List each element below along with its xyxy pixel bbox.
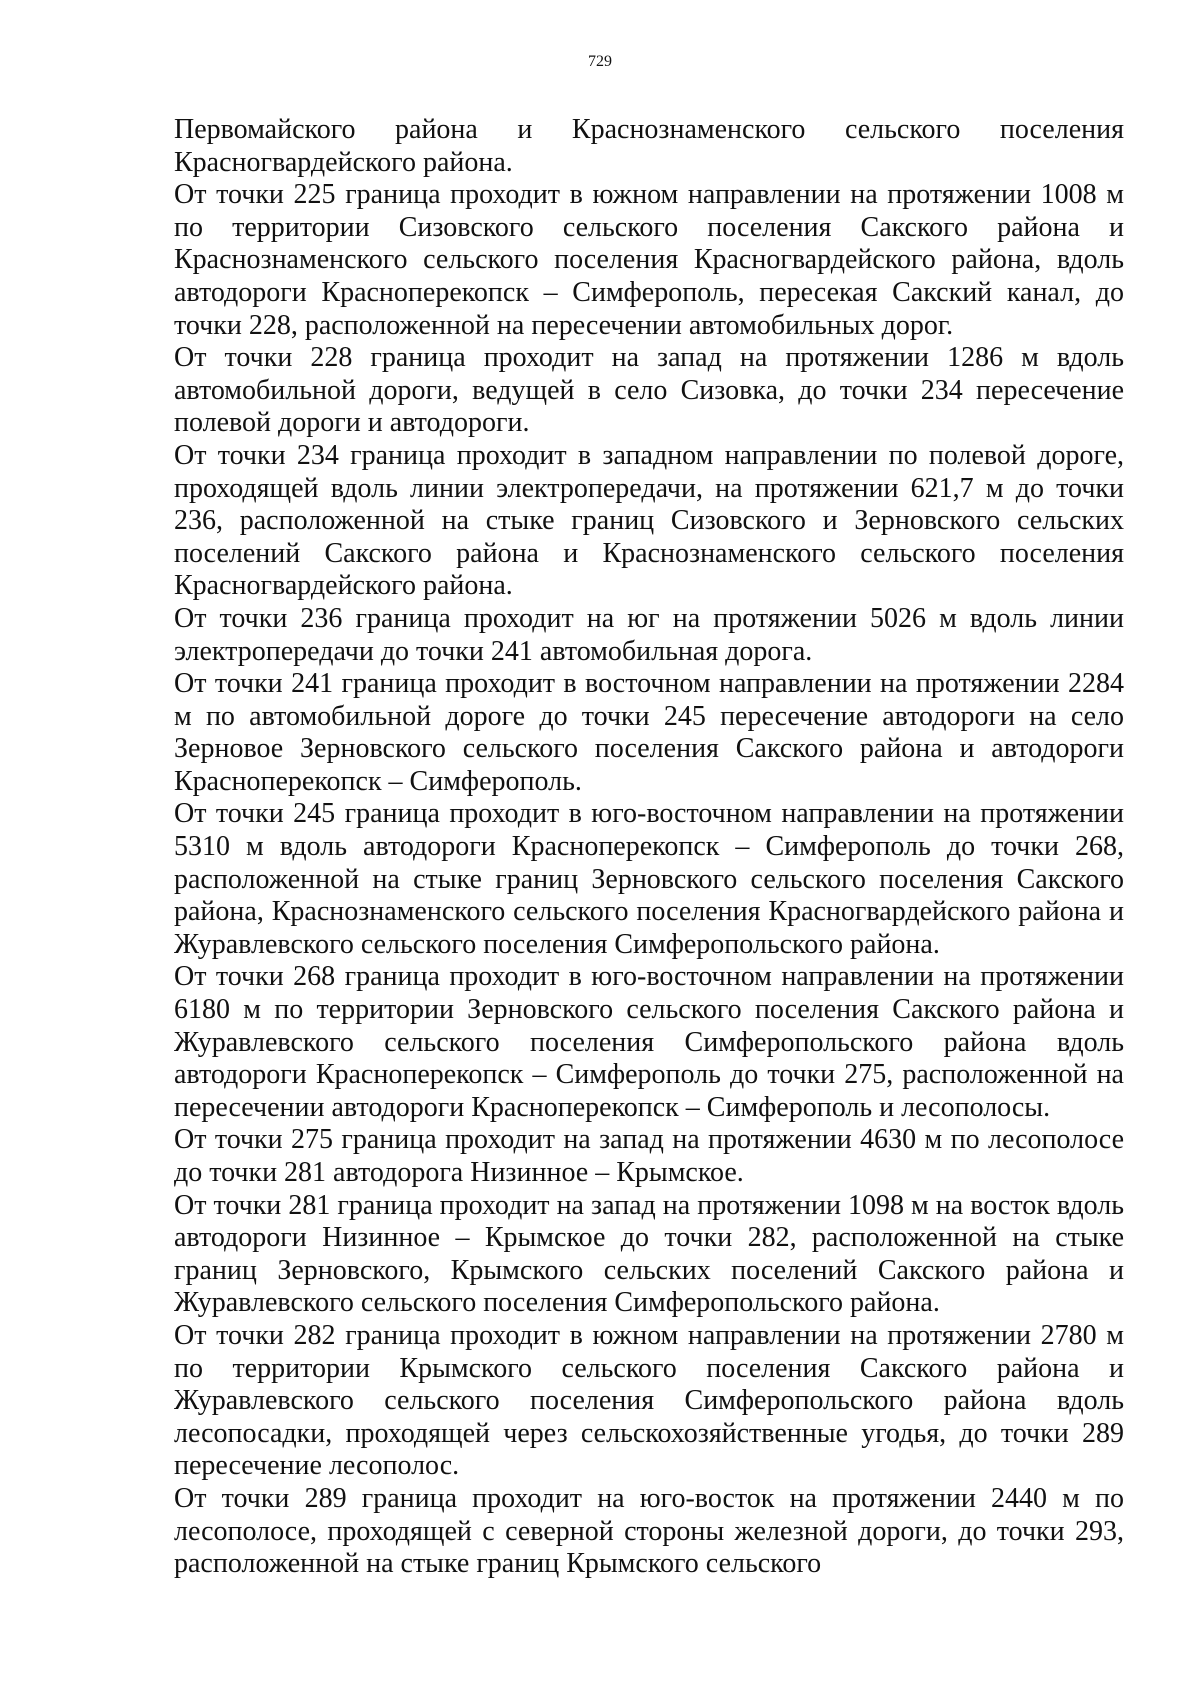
paragraph-continuation: Первомайского района и Краснознаменского сельского поселения Красногвардейского района. (174, 114, 1124, 178)
paragraph-point-234: От точки 234 граница проходит в западном направлении по полевой дороге, проходящей вдоль линии электропередачи, на протяжении 621,7 м до точки 236, расположенной на стыке границ Сизовского и Зерновского сельских поселений Сакского района и Краснознаменского сельского поселения Красногвардейского района. (174, 439, 1124, 602)
paragraph-point-241: От точки 241 граница проходит в восточном направлении на протяжении 2284 м по автомобильной дороге до точки 245 пересечение автодороги на село Зерновое Зерновского сельского поселения Сакского района и автодороги Красноперекопск – Симферополь. (174, 668, 1124, 797)
paragraph-point-245: От точки 245 граница проходит в юго-восточном направлении на протяжении 5310 м вдоль автодороги Красноперекопск – Симферополь до точки 268, расположенной на стыке границ Зерновского сельского поселения Сакского района, Краснознаменского сельского поселения Красногвардейского района и Журавлевского сельского поселения Симферопольского района. (174, 798, 1124, 960)
paragraph-point-225: От точки 225 граница проходит в южном направлении на протяжении 1008 м по территории Сизовского сельского поселения Сакского района и Краснознаменского сельского поселения Красногвардейского района, вдоль автодороги Красноперекопск – Симферополь, пересекая Сакский канал, до точки 228, расположенной на пересечении автомобильных дорог. (174, 179, 1124, 341)
page-number: 729 (588, 53, 612, 70)
paragraph-point-282: От точки 282 граница проходит в южном направлении на протяжении 2780 м по территории Крымского сельского поселения Сакского района и Журавлевского сельского поселения Симферопольского района вдоль лесопосадки, проходящей через сельскохозяйственные угодья, до точки 289 пересечение лесополос. (174, 1319, 1124, 1482)
document-body (174, 114, 1124, 1581)
paragraph-point-236: От точки 236 граница проходит на юг на протяжении 5026 м вдоль линии электропередачи до точки 241 автомобильная дорога. (174, 602, 1124, 667)
paragraph-point-289: От точки 289 граница проходит на юго-восток на протяжении 2440 м по лесополосе, проходящей с северной стороны железной дороги, до точки 293, расположенной на стыке границ Крымского сельского (174, 1482, 1124, 1580)
paragraph-point-281: От точки 281 граница проходит на запад на протяжении 1098 м на восток вдоль автодороги Низинное – Крымское до точки 282, расположенной на стыке границ Зерновского, Крымского сельских поселений Сакского района и Журавлевского сельского поселения Симферопольского района. (174, 1189, 1124, 1319)
paragraph-point-228: От точки 228 граница проходит на запад на протяжении 1286 м вдоль автомобильной дороги, ведущей в село Сизовка, до точки 234 пересечение полевой дороги и автодороги. (174, 342, 1124, 439)
paragraph-point-268: От точки 268 граница проходит в юго-восточном направлении на протяжении 6180 м по территории Зерновского сельского поселения Сакского района и Журавлевского сельского поселения Симферопольского района вдоль автодороги Красноперекопск – Симферополь до точки 275, расположенной на пересечении автодороги Красноперекопск – Симферополь и лесополосы. (174, 961, 1124, 1123)
paragraph-point-275: От точки 275 граница проходит на запад на протяжении 4630 м по лесополосе до точки 281 автодорога Низинное – Крымское. (174, 1124, 1124, 1188)
